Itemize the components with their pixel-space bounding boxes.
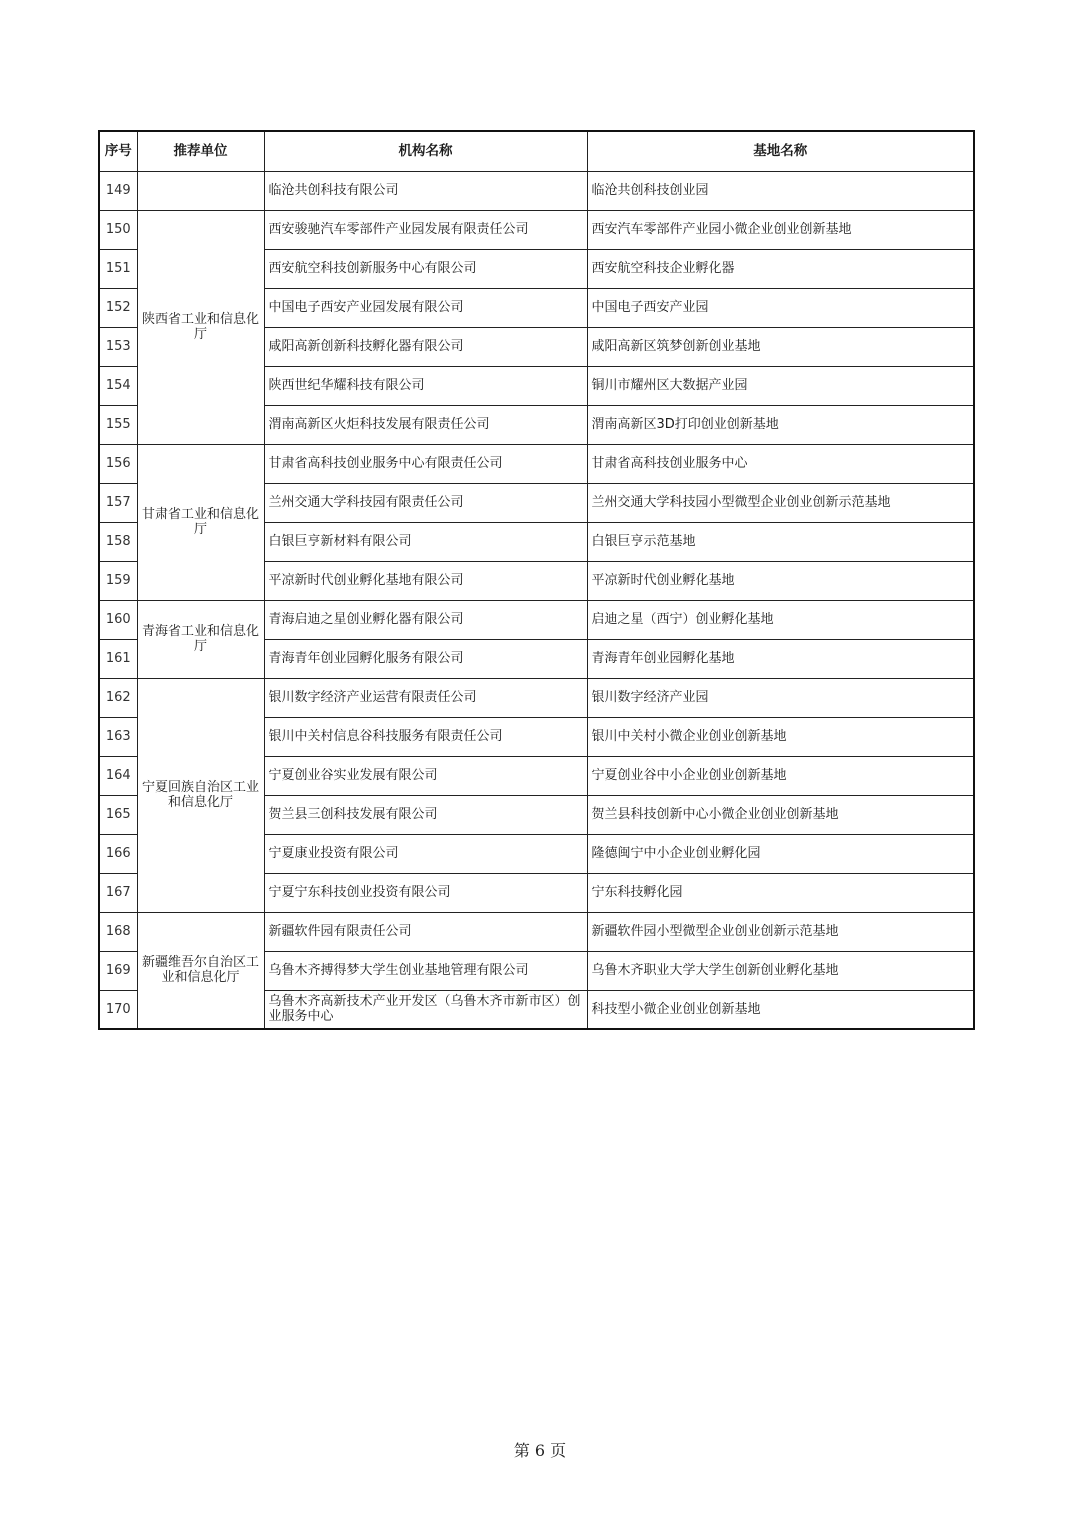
header-unit: 推荐单位 [137,131,264,171]
row-number: 170 [99,990,137,1029]
header-base: 基地名称 [587,131,974,171]
organization-name: 乌鲁木齐搏得梦大学生创业基地管理有限公司 [264,951,587,990]
base-name: 宁东科技孵化园 [587,873,974,912]
row-number: 167 [99,873,137,912]
organization-name: 平凉新时代创业孵化基地有限公司 [264,561,587,600]
recommending-unit: 青海省工业和信息化厅 [137,600,264,678]
row-number: 150 [99,210,137,249]
organization-name: 新疆软件园有限责任公司 [264,912,587,951]
table-row [99,210,974,249]
base-name: 启迪之星（西宁）创业孵化基地 [587,600,974,639]
organization-name: 宁夏创业谷实业发展有限公司 [264,756,587,795]
recommending-unit: 新疆维吾尔自治区工业和信息化厅 [137,912,264,1029]
row-number: 155 [99,405,137,444]
organization-name: 宁夏康业投资有限公司 [264,834,587,873]
base-name: 隆德闽宁中小企业创业孵化园 [587,834,974,873]
base-name: 银川中关村小微企业创业创新基地 [587,717,974,756]
table-row [99,171,974,210]
table-body [99,171,974,1029]
organization-name: 西安航空科技创新服务中心有限公司 [264,249,587,288]
row-number: 151 [99,249,137,288]
base-name: 兰州交通大学科技园小型微型企业创业创新示范基地 [587,483,974,522]
organization-name: 乌鲁木齐高新技术产业开发区（乌鲁木齐市新市区）创业服务中心 [264,990,587,1029]
base-name: 咸阳高新区筑梦创新创业基地 [587,327,974,366]
row-number: 159 [99,561,137,600]
row-number: 165 [99,795,137,834]
organization-name: 西安骏驰汽车零部件产业园发展有限责任公司 [264,210,587,249]
base-name: 青海青年创业园孵化基地 [587,639,974,678]
table-row [99,912,974,951]
organization-name: 甘肃省高科技创业服务中心有限责任公司 [264,444,587,483]
row-number: 153 [99,327,137,366]
row-number: 157 [99,483,137,522]
row-number: 164 [99,756,137,795]
organization-name: 宁夏宁东科技创业投资有限公司 [264,873,587,912]
organization-name: 青海青年创业园孵化服务有限公司 [264,639,587,678]
data-table [98,130,975,1030]
base-name: 临沧共创科技创业园 [587,171,974,210]
base-name: 甘肃省高科技创业服务中心 [587,444,974,483]
row-number: 162 [99,678,137,717]
recommending-unit: 宁夏回族自治区工业和信息化厅 [137,678,264,912]
base-name: 宁夏创业谷中小企业创业创新基地 [587,756,974,795]
row-number: 152 [99,288,137,327]
base-name: 乌鲁木齐职业大学大学生创新创业孵化基地 [587,951,974,990]
base-name: 银川数字经济产业园 [587,678,974,717]
recommending-unit [137,171,264,210]
organization-name: 咸阳高新创新科技孵化器有限公司 [264,327,587,366]
organization-name: 中国电子西安产业园发展有限公司 [264,288,587,327]
row-number: 158 [99,522,137,561]
organization-name: 陕西世纪华耀科技有限公司 [264,366,587,405]
organization-name: 白银巨亨新材料有限公司 [264,522,587,561]
base-name: 中国电子西安产业园 [587,288,974,327]
row-number: 156 [99,444,137,483]
header-org: 机构名称 [264,131,587,171]
base-name: 科技型小微企业创业创新基地 [587,990,974,1029]
organization-name: 临沧共创科技有限公司 [264,171,587,210]
base-name: 平凉新时代创业孵化基地 [587,561,974,600]
table-row [99,600,974,639]
organization-name: 兰州交通大学科技园有限责任公司 [264,483,587,522]
header-row [99,131,974,171]
row-number: 149 [99,171,137,210]
base-name: 铜川市耀州区大数据产业园 [587,366,974,405]
organization-name: 银川数字经济产业运营有限责任公司 [264,678,587,717]
organization-name: 渭南高新区火炬科技发展有限责任公司 [264,405,587,444]
organization-name: 贺兰县三创科技发展有限公司 [264,795,587,834]
page-number: 第 6 页 [513,1441,567,1460]
row-number: 161 [99,639,137,678]
organization-name: 银川中关村信息谷科技服务有限责任公司 [264,717,587,756]
row-number: 168 [99,912,137,951]
row-number: 169 [99,951,137,990]
recommending-unit: 甘肃省工业和信息化厅 [137,444,264,600]
organization-name: 青海启迪之星创业孵化器有限公司 [264,600,587,639]
base-name: 白银巨亨示范基地 [587,522,974,561]
row-number: 154 [99,366,137,405]
base-name: 渭南高新区3D打印创业创新基地 [587,405,974,444]
header-num: 序号 [99,131,137,171]
base-name: 西安汽车零部件产业园小微企业创业创新基地 [587,210,974,249]
row-number: 166 [99,834,137,873]
recommending-unit: 陕西省工业和信息化厅 [137,210,264,444]
base-name: 新疆软件园小型微型企业创业创新示范基地 [587,912,974,951]
row-number: 160 [99,600,137,639]
base-name: 西安航空科技企业孵化器 [587,249,974,288]
table-row [99,678,974,717]
base-name: 贺兰县科技创新中心小微企业创业创新基地 [587,795,974,834]
table-row [99,444,974,483]
row-number: 163 [99,717,137,756]
